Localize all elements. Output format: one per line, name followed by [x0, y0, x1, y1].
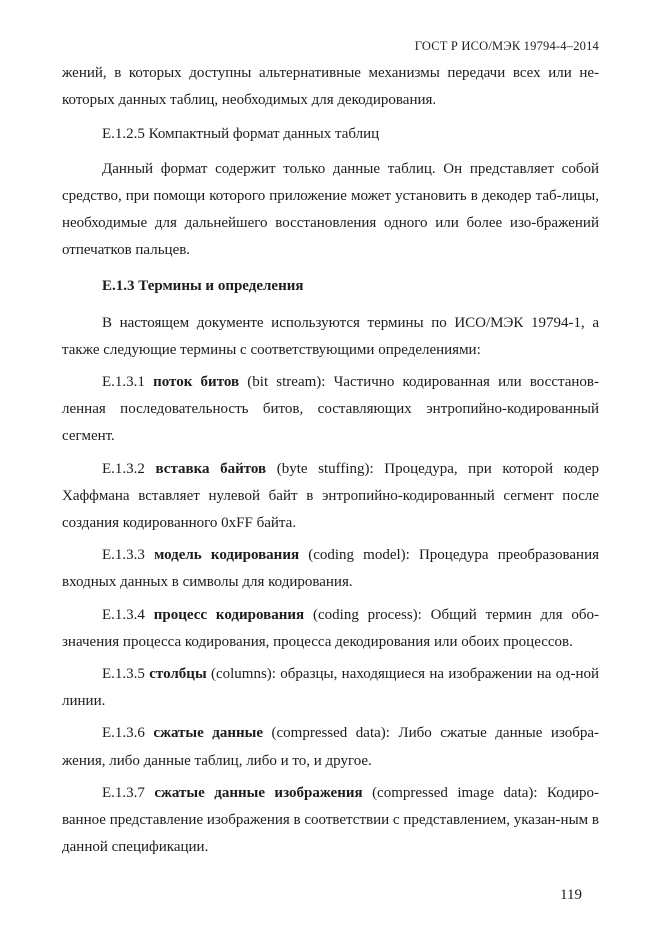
page-number: 119	[560, 887, 582, 903]
term-entry-e137	[62, 780, 599, 862]
term-number: E.1.3.4	[102, 606, 145, 623]
term-name: поток битов	[153, 374, 240, 391]
term-number: E.1.3.2	[102, 460, 145, 477]
term-name: сжатые данные изображения	[154, 784, 363, 801]
term-entry-e136	[62, 720, 599, 774]
section-heading-e13: E.1.3 Термины и определения	[102, 278, 304, 295]
term-definition: (compressed image data): Кодиро-ванное представление изображения в соответствии с представлением, указан-ным в данной спецификации.	[62, 784, 600, 856]
paragraph-e125: Данный формат содержит только данные таблиц. Он представляет собой средство, при помощи которого приложение может установить в декодер таб-лицы, необходимые для дальнейшего восстановления одного или более изо-бражений отпечатков пальцев.	[62, 160, 599, 259]
term-entry-e132	[62, 456, 599, 538]
term-name: процесс кодирования	[153, 606, 305, 623]
term-name: вставка байтов	[155, 460, 267, 477]
term-definition: (compressed data): Либо сжатые данные изобра-жения, либо данные таблиц, либо и то, и другое.	[62, 725, 599, 769]
paragraph-e13-intro: В настоящем документе используются термины по ИСО/МЭК 19794-1, а также следующие термины с соответствующими определениями:	[62, 314, 599, 358]
page-body	[62, 60, 599, 861]
term-definition: (byte stuffing): Процедура, при которой кодер Хаффмана вставляет нулевой байт в энтропийно-кодированный сегмент после создания кодированного 0xFF байта.	[62, 460, 599, 532]
term-definition: (bit stream): Частично кодированная или восстанов-ленная последовательность битов, составляющих энтропийно-кодированный сегмент.	[62, 374, 599, 445]
term-entry-e133	[62, 542, 599, 596]
term-definition: (columns): образцы, находящиеся на изображении на од-ной линии.	[62, 666, 600, 710]
term-number: E.1.3.1	[102, 374, 145, 391]
term-number: E.1.3.3	[102, 547, 145, 564]
term-name: модель кодирования	[154, 547, 300, 564]
term-definition: (coding process): Общий термин для обо-значения процесса кодирования, процесса декодирования или обоих процессов.	[62, 606, 600, 650]
subsection-title-e125: E.1.2.5 Компактный формат данных таблиц	[102, 126, 380, 143]
term-number: E.1.3.5	[102, 666, 145, 683]
term-name: столбцы	[149, 666, 207, 683]
document-header: ГОСТ Р ИСО/МЭК 19794-4–2014	[414, 39, 599, 53]
term-definition: (coding model): Процедура преобразования входных данных в символы для кодирования.	[62, 547, 600, 591]
term-number: E.1.3.6	[102, 725, 145, 742]
continuation-paragraph: жений, в которых доступны альтернативные механизмы передачи всех или не-которых данных таблиц, необходимых для декодирования.	[62, 65, 599, 109]
term-entry-e135	[62, 661, 599, 715]
term-name: сжатые данные	[153, 725, 264, 742]
term-entry-e131	[62, 369, 599, 451]
term-entry-e134	[62, 602, 599, 656]
term-number: E.1.3.7	[102, 784, 145, 801]
